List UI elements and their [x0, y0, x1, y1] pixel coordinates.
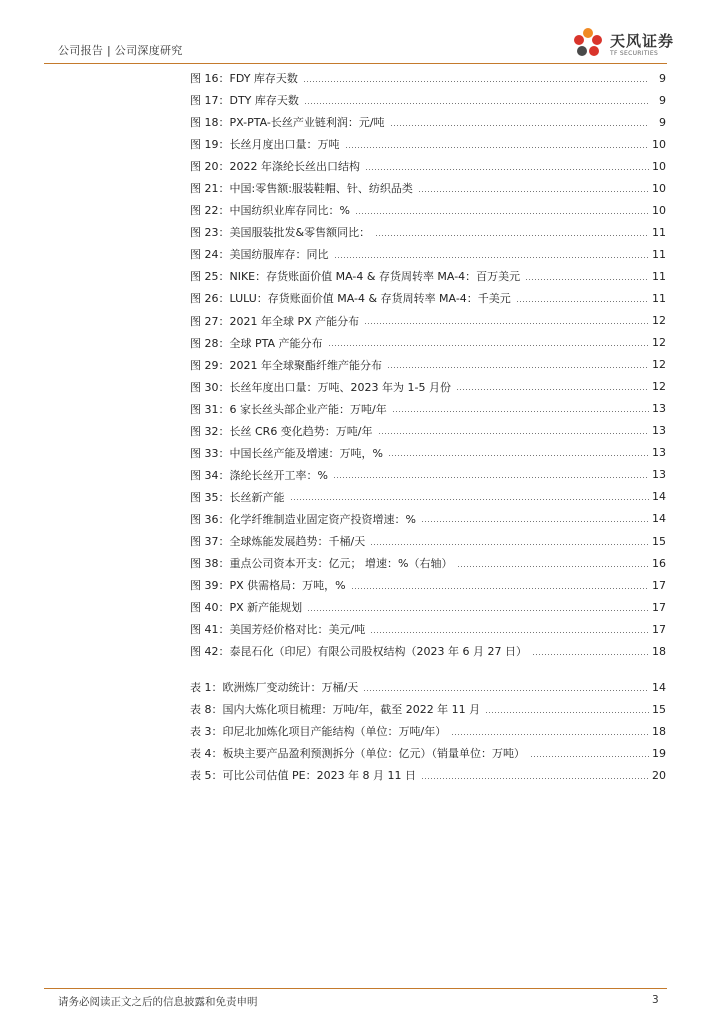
toc-entry-page: 11 [652, 269, 666, 283]
toc-entry-page: 14 [652, 490, 666, 504]
toc-entry-label: 图 18：PX-PTA-长丝产业链利润：元/吨 [190, 116, 385, 130]
figure-entry[interactable] [190, 464, 666, 486]
toc-entry-page: 10 [652, 203, 666, 217]
toc-entry-page: 14 [652, 680, 666, 694]
figure-entry[interactable] [190, 618, 666, 640]
toc-entry-page: 13 [652, 402, 666, 416]
figure-entry[interactable] [190, 310, 666, 332]
toc-entry-page: 13 [652, 446, 666, 460]
toc-entry-page: 12 [652, 314, 666, 328]
toc-entry-page: 10 [652, 159, 666, 173]
toc-entry-label: 图 38：重点公司资本开支：亿元； 增速：%（右轴） [190, 557, 453, 571]
figure-entry[interactable] [190, 133, 666, 155]
dot-leader [370, 544, 649, 545]
toc-entry-label: 表 3：印尼北加炼化项目产能结构（单位：万吨/年） [190, 725, 447, 739]
figure-entry[interactable] [190, 265, 666, 287]
toc-entry-label: 图 32：长丝 CR6 变化趋势：万吨/年 [190, 424, 373, 438]
toc-entry-label: 图 23：美国服装批发&零售额同比： [190, 226, 371, 240]
toc-entry-page: 20 [652, 768, 666, 782]
toc-entry-page: 9 [659, 71, 666, 85]
toc-entry-label: 图 36：化学纤维制造业固定资产投资增速：% [190, 512, 416, 526]
figure-entry[interactable] [190, 420, 666, 442]
figure-entry[interactable] [190, 552, 666, 574]
dot-leader [457, 566, 649, 567]
toc-entry-label: 图 20：2022 年涤纶长丝出口结构 [190, 160, 360, 174]
toc-entry-page: 13 [652, 424, 666, 438]
toc-entry-page: 9 [659, 93, 666, 107]
toc-entry-label: 图 40：PX 新产能规划 [190, 601, 303, 615]
toc-entry-label: 图 27：2021 年全球 PX 产能分布 [190, 314, 360, 328]
dot-leader [530, 756, 649, 757]
dot-leader [418, 191, 649, 192]
report-category: 公司报告 | 公司深度研究 [58, 44, 183, 57]
toc-entry-label: 图 35：长丝新产能 [190, 490, 285, 504]
toc-entry-label: 表 4：板块主要产品盈利预测拆分（单位：亿元）（销量单位：万吨） [190, 747, 525, 761]
figure-entry[interactable] [190, 199, 666, 221]
toc-entry-label: 图 31：6 家长丝头部企业产能：万吨/年 [190, 402, 387, 416]
table-entry[interactable] [190, 764, 666, 786]
table-list [190, 676, 666, 786]
figure-entry[interactable] [190, 243, 666, 265]
figure-entry[interactable] [190, 640, 666, 662]
figure-entry[interactable] [190, 332, 666, 354]
dot-leader [532, 654, 649, 655]
toc-entry-label: 图 25：NIKE：存货账面价值 MA-4 & 存货周转率 MA-4：百万美元 [190, 270, 521, 284]
toc-entry-label: 图 37：全球炼能发展趋势：千桶/天 [190, 535, 366, 548]
toc-entry-label: 图 39：PX 供需格局：万吨，% [190, 579, 346, 593]
toc-entry-page: 12 [652, 336, 666, 350]
dot-leader [290, 499, 650, 500]
toc-entry-page: 18 [652, 644, 666, 658]
toc-entry-page: 15 [652, 702, 666, 716]
toc-entry-label: 图 29：2021 年全球聚酯纤维产能分布 [190, 358, 382, 372]
dot-leader [451, 734, 649, 735]
toc-entry-label: 图 21：中国:零售额:服装鞋帽、针、纺织品类 [190, 182, 413, 196]
figure-entry[interactable] [190, 442, 666, 464]
dot-leader [355, 213, 649, 214]
figure-entry[interactable] [190, 111, 666, 133]
dot-leader [525, 279, 649, 280]
toc-entry-page: 18 [652, 724, 666, 738]
toc-entry-label: 图 41：美国芳烃价格对比：美元/吨 [190, 623, 366, 637]
toc-entry-page: 16 [652, 556, 666, 570]
toc-entry-label: 图 17：DTY 库存天数 [190, 94, 299, 108]
figure-entry[interactable] [190, 67, 666, 89]
flower-logo-icon [568, 24, 608, 64]
toc-entry-page: 17 [652, 600, 666, 614]
dot-leader [307, 610, 649, 611]
dot-leader [328, 345, 649, 346]
dot-leader [392, 411, 649, 412]
footer-disclaimer: 请务必阅读正文之后的信息披露和免责申明 [58, 996, 258, 1008]
toc-entry-label: 图 26：LULU：存货账面价值 MA-4 & 存货周转率 MA-4：千美元 [190, 292, 511, 306]
toc-entry-page: 10 [652, 137, 666, 151]
toc-entry-label: 图 30：长丝年度出口量：万吨、2023 年为 1-5 月份 [190, 380, 451, 394]
figure-entry[interactable] [190, 287, 666, 309]
toc-entry-page: 9 [659, 115, 666, 129]
dot-leader [387, 367, 649, 368]
dot-leader [365, 169, 649, 170]
toc-entry-label: 图 16：FDY 库存天数 [190, 72, 298, 86]
toc-entry-label: 图 22：中国纺织业库存同比：% [190, 204, 350, 218]
logo-subtitle: TF SECURITIES [610, 50, 659, 57]
tf-securities-logo [568, 24, 678, 64]
toc-entry-page: 10 [652, 181, 666, 195]
figure-entry[interactable] [190, 354, 666, 376]
toc-entry-label: 图 28：全球 PTA 产能分布 [190, 336, 323, 350]
toc-entry-page: 12 [652, 358, 666, 372]
figure-list [190, 67, 666, 662]
figure-entry[interactable] [190, 508, 666, 530]
figure-entry[interactable] [190, 376, 666, 398]
toc-entry-label: 图 24：美国纺服库存：同比 [190, 248, 329, 262]
toc-entry-page: 11 [652, 247, 666, 261]
dot-leader [516, 301, 649, 302]
dot-leader [485, 712, 649, 713]
logo-name: 天风证券 [610, 32, 675, 50]
dot-leader [388, 455, 649, 456]
toc-entry-page: 17 [652, 622, 666, 636]
figure-entry[interactable] [190, 596, 666, 618]
table-entry[interactable] [190, 698, 666, 720]
figure-entry[interactable] [190, 530, 666, 552]
toc-entry-label: 图 33：中国长丝产能及增速：万吨，% [190, 446, 383, 460]
dot-leader [364, 323, 649, 324]
figure-entry[interactable] [190, 486, 666, 508]
figure-entry[interactable] [190, 398, 666, 420]
toc-entry-label: 表 8：国内大炼化项目梳理：万吨/年，截至 2022 年 11 月 [190, 703, 481, 717]
figure-entry[interactable] [190, 89, 666, 111]
toc-entry-page: 17 [652, 578, 666, 592]
figure-entry[interactable] [190, 221, 666, 243]
dot-leader [390, 125, 649, 126]
toc-entry-label: 图 42：泰昆石化（印尼）有限公司股权结构（2023 年 6 月 27 日） [190, 645, 527, 659]
dot-leader [421, 521, 649, 522]
toc-entry-label: 图 19：长丝月度出口量：万吨 [190, 138, 340, 152]
toc-entry-page: 15 [652, 534, 666, 548]
dot-leader [378, 433, 649, 434]
figure-entry[interactable] [190, 574, 666, 596]
page-number: 3 [652, 994, 659, 1006]
dot-leader [345, 147, 650, 148]
dot-leader [456, 389, 649, 390]
table-entry[interactable] [190, 676, 666, 698]
dot-leader [363, 690, 649, 691]
dot-leader [334, 257, 650, 258]
dot-leader [304, 103, 649, 104]
toc-entry-page: 12 [652, 380, 666, 394]
table-entry[interactable] [190, 742, 666, 764]
toc-entry-page: 14 [652, 512, 666, 526]
toc-entry-label: 表 1：欧洲炼厂变动统计：万桶/天 [190, 681, 359, 695]
footer-rule [44, 988, 667, 989]
toc-entry-page: 11 [652, 225, 666, 239]
dot-leader [333, 477, 649, 478]
dot-leader [421, 778, 649, 779]
header-rule [44, 63, 667, 64]
toc-entry-label: 图 34：涤纶长丝开工率：% [190, 468, 328, 482]
toc-entry-label: 表 5：可比公司估值 PE：2023 年 8 月 11 日 [190, 769, 417, 783]
dot-leader [370, 632, 649, 633]
toc-entry-page: 11 [652, 291, 666, 305]
toc-entry-page: 19 [652, 746, 666, 760]
figure-entry[interactable] [190, 177, 666, 199]
dot-leader [303, 81, 649, 82]
toc-entry-page: 13 [652, 468, 666, 482]
dot-leader [375, 235, 649, 236]
figure-entry[interactable] [190, 155, 666, 177]
dot-leader [351, 588, 649, 589]
table-entry[interactable] [190, 720, 666, 742]
